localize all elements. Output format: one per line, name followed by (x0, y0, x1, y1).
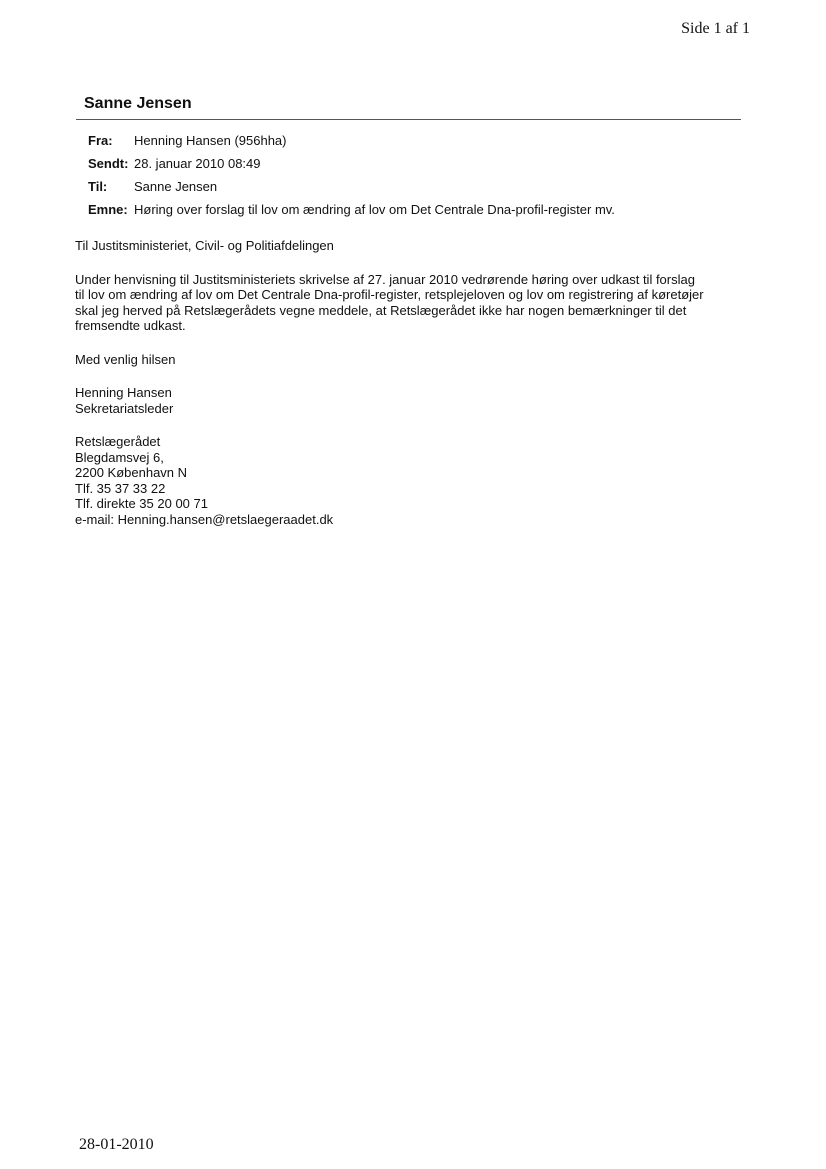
paragraph-line: skal jeg herved på Retslægerådets vegne meddele, at Retslægerådet ikke har nogen bemærkninger til det (75, 302, 687, 318)
organization-phone: Tlf. 35 37 33 22 (75, 480, 166, 496)
header-to-value: Sanne Jensen (134, 179, 218, 194)
organization-name: Retslægerådet (75, 434, 161, 449)
signature-title: Sekretariatsleder (75, 400, 174, 416)
footer-date: 28-01-2010 (79, 1136, 154, 1153)
header-sent-row (88, 155, 615, 178)
header-from-value: Henning Hansen (956hha) (134, 133, 287, 148)
header-subject-value: Høring over forslag til lov om ændring af lov om Det Centrale Dna-profil-register mv. (134, 202, 615, 217)
paragraph-line: Under henvisning til Justitsministeriets skrivelse af 27. januar 2010 vedrørende høring over udkast til forslag (75, 271, 695, 287)
header-to-label: Til: (88, 179, 108, 194)
organization-block (75, 434, 755, 527)
mailbox-owner-name: Sanne Jensen (84, 95, 192, 112)
email-body (75, 238, 755, 545)
header-subject-label: Emne: (88, 202, 128, 217)
header-sent-label: Sendt: (88, 156, 129, 171)
header-divider (76, 119, 741, 120)
paragraph-line: til lov om ændring af lov om Det Centrale Dna-profil-register, retsplejeloven og lov om registrering af køretøjer (75, 287, 704, 302)
organization-city: 2200 København N (75, 465, 188, 480)
email-headers (88, 132, 615, 224)
header-from-row (88, 132, 615, 155)
signature-block (75, 385, 755, 416)
organization-street: Blegdamsvej 6, (75, 449, 164, 465)
closing: Med venlig hilsen (75, 351, 176, 367)
salutation: Til Justitsministeriet, Civil- og Politiafdelingen (75, 238, 334, 253)
signature-name: Henning Hansen (75, 385, 172, 400)
header-from-label: Fra: (88, 133, 113, 148)
page-number: Side 1 af 1 (681, 20, 750, 37)
organization-direct-phone: Tlf. direkte 35 20 00 71 (75, 496, 208, 511)
body-paragraph (75, 272, 755, 334)
header-subject-row (88, 201, 615, 224)
paragraph-line: fremsendte udkast. (75, 318, 186, 333)
header-sent-value: 28. januar 2010 08:49 (134, 156, 261, 171)
organization-email: e-mail: Henning.hansen@retslaegeraadet.dk (75, 511, 334, 527)
header-to-row (88, 178, 615, 201)
